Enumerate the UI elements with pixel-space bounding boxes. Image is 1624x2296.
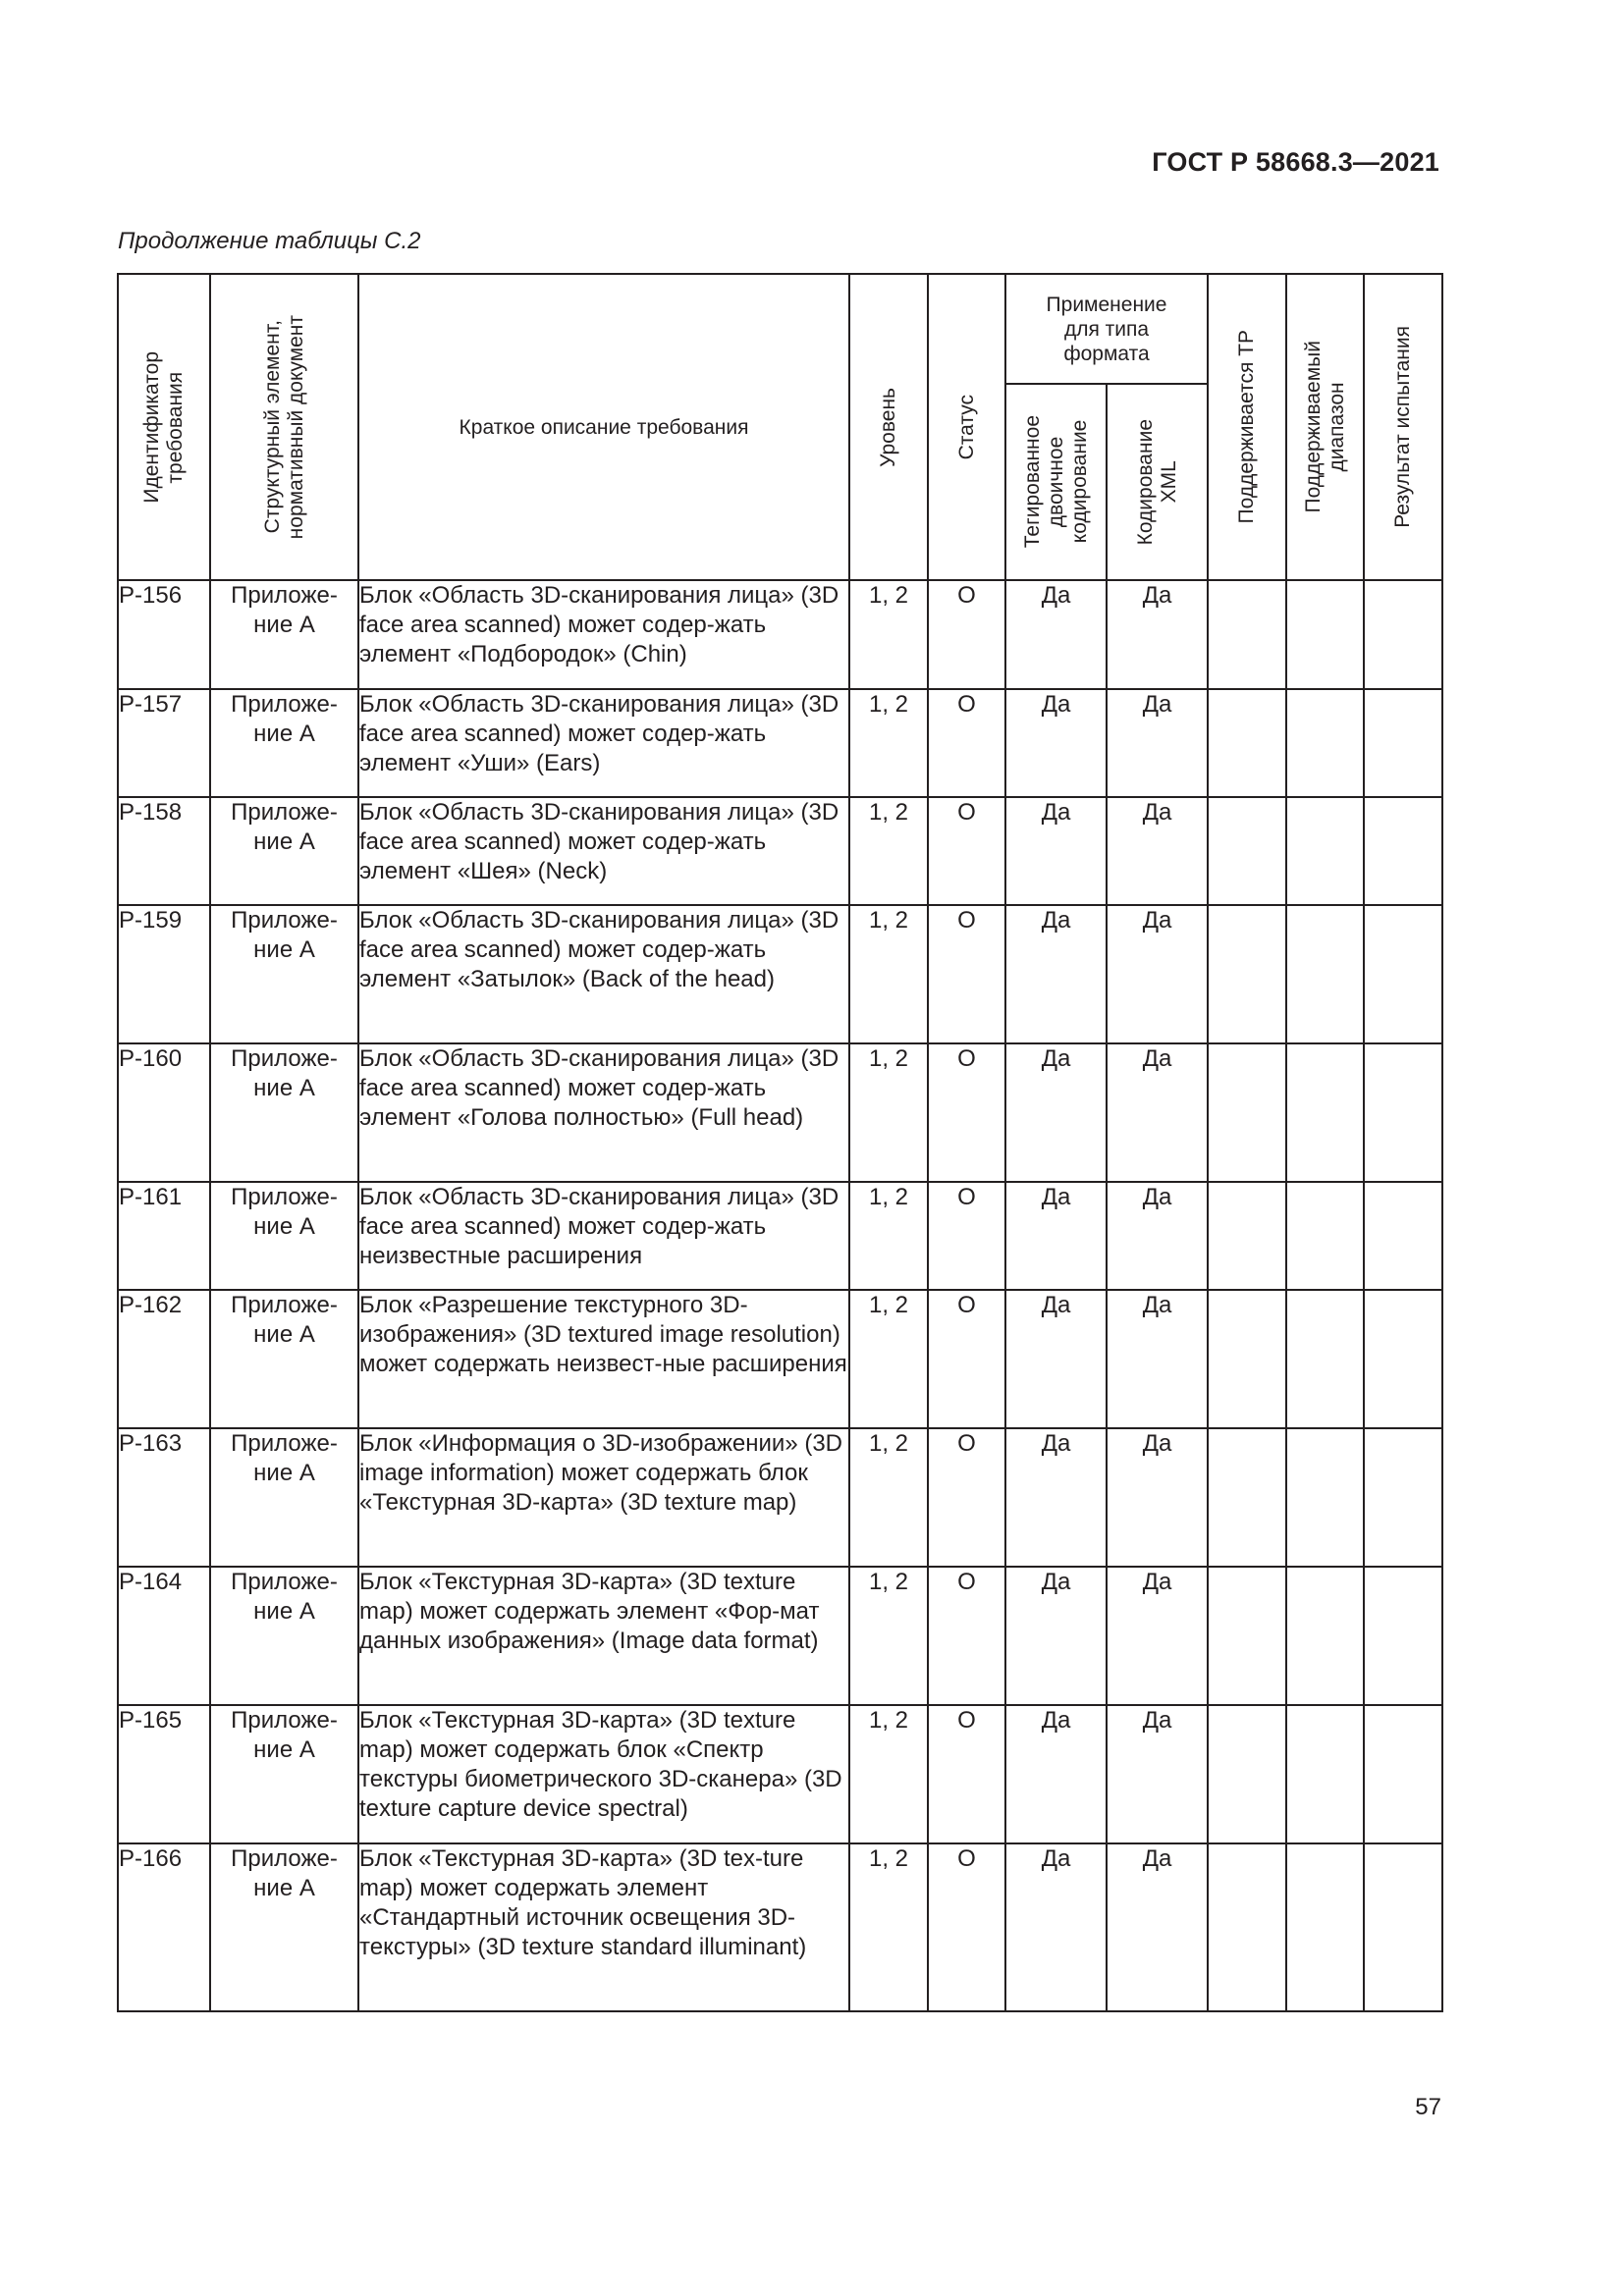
table-row: [118, 1843, 1442, 2011]
cell-xml: Да: [1107, 1043, 1208, 1182]
page-number: 57: [1415, 2094, 1441, 2120]
header-ref: Структурный элемент, нормативный документ: [210, 274, 358, 580]
cell-tagged: Да: [1005, 1843, 1107, 2011]
cell-range: [1286, 797, 1364, 905]
cell-status: О: [928, 1567, 1005, 1705]
cell-level: 1, 2: [849, 580, 928, 689]
header-xml: Кодирование XML: [1107, 384, 1208, 580]
header-range: Поддерживаемый диапазон: [1286, 274, 1364, 580]
cell-range: [1286, 689, 1364, 797]
cell-desc: Блок «Текстурная 3D-карта» (3D tex-ture map) может содержать элемент «Стандартный источник освещения 3D-текстуры» (3D texture standard illuminant): [358, 1843, 849, 2011]
table-row: [118, 1567, 1442, 1705]
cell-ref: Приложе- ние А: [210, 1705, 358, 1843]
header-id: Идентификатор требования: [118, 274, 210, 580]
cell-ref: Приложе- ние А: [210, 1290, 358, 1428]
cell-supported: [1208, 1290, 1286, 1428]
cell-range: [1286, 580, 1364, 689]
table-row: [118, 905, 1442, 1043]
table-row: [118, 1705, 1442, 1843]
cell-xml: Да: [1107, 905, 1208, 1043]
requirements-table: [117, 273, 1443, 2012]
cell-level: 1, 2: [849, 1567, 928, 1705]
cell-range: [1286, 1043, 1364, 1182]
cell-status: О: [928, 797, 1005, 905]
table-row: [118, 1182, 1442, 1290]
cell-status: О: [928, 1705, 1005, 1843]
cell-desc: Блок «Информация о 3D-изображении» (3D image information) может содержать блок «Текстурная 3D-карта» (3D texture map): [358, 1428, 849, 1567]
cell-id: Р-160: [118, 1043, 210, 1182]
cell-result: [1364, 1290, 1442, 1428]
cell-supported: [1208, 1043, 1286, 1182]
cell-ref: Приложе- ние А: [210, 797, 358, 905]
header-desc: Краткое описание требования: [358, 274, 849, 580]
cell-desc: Блок «Область 3D-сканирования лица» (3D face area scanned) может содер-жать элемент «Затылок» (Back of the head): [358, 905, 849, 1043]
cell-range: [1286, 905, 1364, 1043]
table-row: [118, 1290, 1442, 1428]
cell-result: [1364, 1567, 1442, 1705]
header-row: [118, 274, 1442, 384]
cell-status: О: [928, 1428, 1005, 1567]
cell-desc: Блок «Текстурная 3D-карта» (3D texture map) может содержать блок «Спектр текстуры биометрического 3D-сканера» (3D texture capture device spectral): [358, 1705, 849, 1843]
cell-id: Р-159: [118, 905, 210, 1043]
table-row: [118, 1043, 1442, 1182]
cell-xml: Да: [1107, 797, 1208, 905]
cell-result: [1364, 797, 1442, 905]
cell-id: Р-163: [118, 1428, 210, 1567]
cell-supported: [1208, 1705, 1286, 1843]
table-row: [118, 1428, 1442, 1567]
header-supported: Поддерживается ТР: [1208, 274, 1286, 580]
cell-tagged: Да: [1005, 905, 1107, 1043]
cell-status: О: [928, 1043, 1005, 1182]
cell-xml: Да: [1107, 689, 1208, 797]
cell-supported: [1208, 1567, 1286, 1705]
cell-result: [1364, 905, 1442, 1043]
cell-id: Р-156: [118, 580, 210, 689]
cell-xml: Да: [1107, 1705, 1208, 1843]
cell-level: 1, 2: [849, 1182, 928, 1290]
cell-level: 1, 2: [849, 797, 928, 905]
cell-level: 1, 2: [849, 1043, 928, 1182]
cell-desc: Блок «Область 3D-сканирования лица» (3D face area scanned) может содер-жать элемент «Подбородок» (Chin): [358, 580, 849, 689]
cell-tagged: Да: [1005, 580, 1107, 689]
cell-desc: Блок «Область 3D-сканирования лица» (3D face area scanned) может содер-жать элемент «Уши» (Ears): [358, 689, 849, 797]
table-caption: Продолжение таблицы С.2: [118, 228, 421, 254]
cell-tagged: Да: [1005, 1043, 1107, 1182]
cell-id: Р-164: [118, 1567, 210, 1705]
cell-level: 1, 2: [849, 1290, 928, 1428]
cell-result: [1364, 1843, 1442, 2011]
cell-xml: Да: [1107, 1843, 1208, 2011]
cell-status: О: [928, 1843, 1005, 2011]
cell-tagged: Да: [1005, 689, 1107, 797]
cell-tagged: Да: [1005, 1290, 1107, 1428]
cell-level: 1, 2: [849, 1428, 928, 1567]
cell-id: Р-166: [118, 1843, 210, 2011]
cell-ref: Приложе- ние А: [210, 1567, 358, 1705]
table-row: [118, 797, 1442, 905]
cell-status: О: [928, 689, 1005, 797]
standard-number: ГОСТ Р 58668.3—2021: [1152, 147, 1439, 177]
cell-level: 1, 2: [849, 1705, 928, 1843]
cell-tagged: Да: [1005, 797, 1107, 905]
cell-xml: Да: [1107, 580, 1208, 689]
cell-range: [1286, 1843, 1364, 2011]
cell-status: О: [928, 905, 1005, 1043]
cell-level: 1, 2: [849, 1843, 928, 2011]
cell-supported: [1208, 1428, 1286, 1567]
cell-status: О: [928, 580, 1005, 689]
header-tagged: Тегированное двоичное кодирование: [1005, 384, 1107, 580]
cell-supported: [1208, 905, 1286, 1043]
cell-desc: Блок «Область 3D-сканирования лица» (3D face area scanned) может содер-жать неизвестные расширения: [358, 1182, 849, 1290]
cell-result: [1364, 689, 1442, 797]
cell-id: Р-162: [118, 1290, 210, 1428]
cell-tagged: Да: [1005, 1705, 1107, 1843]
cell-status: О: [928, 1182, 1005, 1290]
cell-supported: [1208, 797, 1286, 905]
cell-ref: Приложе- ние А: [210, 1428, 358, 1567]
cell-desc: Блок «Текстурная 3D-карта» (3D texture map) может содержать элемент «Фор-мат данных изображения» (Image data format): [358, 1567, 849, 1705]
cell-level: 1, 2: [849, 905, 928, 1043]
cell-result: [1364, 1043, 1442, 1182]
cell-range: [1286, 1428, 1364, 1567]
header-format-group: Применение для типа формата: [1005, 274, 1208, 384]
cell-desc: Блок «Разрешение текстурного 3D-изображения» (3D textured image resolution) может содержать неизвест-ные расширения: [358, 1290, 849, 1428]
cell-tagged: Да: [1005, 1428, 1107, 1567]
cell-ref: Приложе- ние А: [210, 1182, 358, 1290]
cell-range: [1286, 1567, 1364, 1705]
header-level: Уровень: [849, 274, 928, 580]
table-row: [118, 689, 1442, 797]
cell-tagged: Да: [1005, 1567, 1107, 1705]
cell-id: Р-165: [118, 1705, 210, 1843]
cell-id: Р-161: [118, 1182, 210, 1290]
cell-xml: Да: [1107, 1182, 1208, 1290]
cell-range: [1286, 1705, 1364, 1843]
cell-supported: [1208, 689, 1286, 797]
cell-id: Р-157: [118, 689, 210, 797]
cell-ref: Приложе- ние А: [210, 580, 358, 689]
cell-tagged: Да: [1005, 1182, 1107, 1290]
cell-id: Р-158: [118, 797, 210, 905]
cell-supported: [1208, 580, 1286, 689]
cell-desc: Блок «Область 3D-сканирования лица» (3D face area scanned) может содер-жать элемент «Шея» (Neck): [358, 797, 849, 905]
cell-desc: Блок «Область 3D-сканирования лица» (3D face area scanned) может содер-жать элемент «Голова полностью» (Full head): [358, 1043, 849, 1182]
cell-ref: Приложе- ние А: [210, 905, 358, 1043]
header-result: Результат испытания: [1364, 274, 1442, 580]
cell-range: [1286, 1290, 1364, 1428]
cell-level: 1, 2: [849, 689, 928, 797]
cell-xml: Да: [1107, 1290, 1208, 1428]
cell-ref: Приложе- ние А: [210, 1843, 358, 2011]
table-row: [118, 580, 1442, 689]
cell-status: О: [928, 1290, 1005, 1428]
cell-result: [1364, 1705, 1442, 1843]
cell-xml: Да: [1107, 1567, 1208, 1705]
header-status: Статус: [928, 274, 1005, 580]
cell-ref: Приложе- ние А: [210, 1043, 358, 1182]
cell-ref: Приложе- ние А: [210, 689, 358, 797]
cell-supported: [1208, 1182, 1286, 1290]
cell-range: [1286, 1182, 1364, 1290]
cell-supported: [1208, 1843, 1286, 2011]
cell-result: [1364, 1428, 1442, 1567]
cell-xml: Да: [1107, 1428, 1208, 1567]
cell-result: [1364, 580, 1442, 689]
cell-result: [1364, 1182, 1442, 1290]
